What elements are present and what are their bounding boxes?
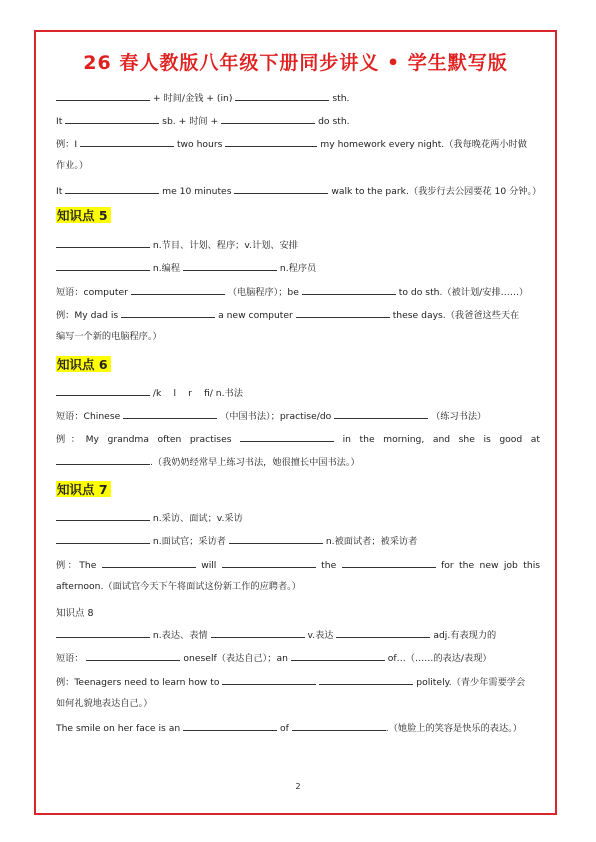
text: n.面试官；采访者 [152, 536, 226, 547]
heading-knowledge-8: 知识点 8 [56, 608, 94, 619]
blank[interactable] [56, 534, 150, 544]
text: 短语： [56, 653, 84, 664]
text: + 时间/金钱 + (in) [152, 93, 233, 104]
blank[interactable] [336, 628, 430, 638]
blank[interactable] [222, 675, 316, 685]
line-4 [56, 184, 540, 198]
blank[interactable] [240, 432, 334, 442]
line-2 [56, 114, 540, 128]
line-18 [56, 721, 540, 735]
text: 短语：computer [56, 287, 128, 298]
line-8-cont: 编写一个新的电脑程序。） [56, 331, 162, 342]
line-7 [56, 285, 540, 299]
blank[interactable] [292, 721, 386, 731]
text: .（我奶奶经常早上练习书法，她很擅长中国书法。） [150, 457, 360, 468]
text: 例：I [56, 139, 78, 150]
line-3-cont: 作业。） [56, 160, 89, 171]
blank[interactable] [56, 511, 150, 521]
text: /k l r fi/ n.书法 [152, 388, 243, 399]
blank[interactable] [65, 114, 159, 124]
text: n.程序员 [279, 263, 317, 274]
blank[interactable] [102, 558, 196, 568]
blank[interactable] [291, 651, 385, 661]
blank[interactable] [56, 238, 150, 248]
blank[interactable] [302, 285, 396, 295]
line-17-cont: 如何礼貌地表达自己。） [56, 698, 153, 709]
text: （练习书法） [431, 411, 487, 422]
line-5 [56, 238, 540, 252]
blank[interactable] [334, 409, 428, 419]
text: adj.有表现力的 [433, 630, 497, 641]
page-number: 2 [295, 782, 301, 791]
text: for the new job this [441, 560, 541, 571]
line-14-cont: afternoon.（面试官今天下午将面试这份新工作的应聘者。） [56, 581, 301, 592]
line-13 [56, 534, 540, 548]
blank[interactable] [65, 184, 159, 194]
heading-knowledge-7: 知识点 7 [56, 481, 111, 497]
page-title: 26 春人教版八年级下册同步讲义 • 学生默写版 [83, 52, 508, 74]
line-17 [56, 675, 540, 689]
text: of…（……的表达/表现） [387, 653, 492, 664]
line-12 [56, 511, 540, 525]
blank[interactable] [56, 628, 150, 638]
text: will [201, 560, 217, 571]
line-1 [56, 91, 540, 105]
text: It [56, 116, 63, 127]
text: a new computer [218, 310, 293, 321]
text: （电脑程序）；be [227, 287, 299, 298]
text: 例：My dad is [56, 310, 119, 321]
blank[interactable] [221, 114, 315, 124]
text: n.被面试者；被采访者 [325, 536, 418, 547]
blank[interactable] [56, 386, 150, 396]
text: n.节目、计划、程序；v.计划、安排 [152, 240, 298, 251]
text: v.表达 [307, 630, 334, 641]
text: politely.（青少年需要学会 [416, 677, 526, 688]
line-9 [56, 386, 540, 400]
blank[interactable] [183, 721, 277, 731]
blank[interactable] [342, 558, 436, 568]
blank[interactable] [121, 308, 215, 318]
text: sth. [332, 93, 350, 104]
blank[interactable] [80, 137, 174, 147]
text: to do sth.（被计划/安排……） [398, 287, 529, 298]
text: The smile on her face is an [56, 723, 181, 734]
blank[interactable] [86, 651, 180, 661]
blank[interactable] [131, 285, 225, 295]
blank[interactable] [123, 409, 217, 419]
blank[interactable] [183, 261, 277, 271]
line-11-cont [56, 455, 540, 469]
heading-knowledge-5: 知识点 5 [56, 207, 111, 223]
blank[interactable] [56, 261, 150, 271]
blank[interactable] [56, 455, 150, 465]
heading-knowledge-6: 知识点 6 [56, 356, 111, 372]
text: do sth. [318, 116, 350, 127]
text: walk to the park.（我步行去公园要花 10 分钟。） [331, 186, 542, 197]
text: in the morning, and she is good at [342, 434, 541, 445]
text: my homework every night.（我每晚花两小时做 [320, 139, 527, 150]
blank[interactable] [296, 308, 390, 318]
text: n.编程 [152, 263, 181, 274]
text: 例：Teenagers need to learn how to [56, 677, 220, 688]
text: these days.（我爸爸这些天在 [392, 310, 520, 321]
text: oneself（表达自己）；an [183, 653, 288, 664]
text: n.表达、表情 [152, 630, 208, 641]
line-3 [56, 137, 540, 151]
text: sb. + 时间 + [162, 116, 219, 127]
line-10 [56, 409, 540, 423]
text: 例：The [56, 560, 97, 571]
text: 例：My grandma often practises [56, 434, 232, 445]
text: of [280, 723, 289, 734]
text: 短语：Chinese [56, 411, 121, 422]
blank[interactable] [319, 675, 413, 685]
blank[interactable] [222, 558, 316, 568]
line-15 [56, 628, 540, 642]
text: .（她脸上的笑容是快乐的表达。） [385, 723, 522, 734]
text: It [56, 186, 63, 197]
line-14 [56, 558, 540, 572]
line-11 [56, 432, 540, 446]
text: n.采访、面试；v.采访 [152, 513, 243, 524]
blank[interactable] [225, 137, 317, 147]
text: two hours [176, 139, 223, 150]
text: me 10 minutes [162, 186, 232, 197]
blank[interactable] [229, 534, 323, 544]
line-16 [56, 651, 540, 665]
line-6 [56, 261, 540, 275]
line-8 [56, 308, 540, 322]
text: the [321, 560, 337, 571]
text: （中国书法）；practise/do [220, 411, 332, 422]
blank[interactable] [235, 91, 329, 101]
blank[interactable] [234, 184, 328, 194]
blank[interactable] [211, 628, 305, 638]
blank[interactable] [56, 91, 150, 101]
